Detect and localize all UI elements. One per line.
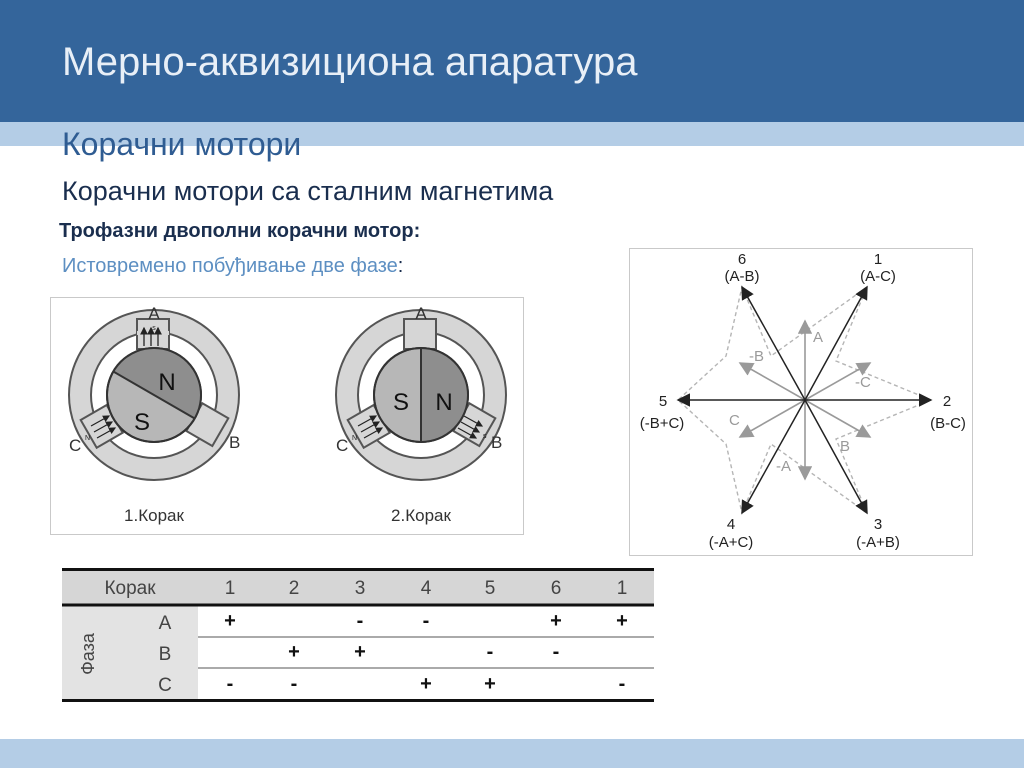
resultant-num-6: 6 [737,251,747,268]
pole-label-b: B [491,433,503,452]
step-label: 1.Корак [124,506,184,525]
resultant-vector-4 [742,400,805,513]
footer-band [0,739,1024,768]
motor-type-heading: Трофазни двополни корачни мотор: [59,220,421,242]
table-cell: - [552,641,560,663]
resultant-num-3: 3 [873,516,883,533]
resultant-expr-2: (B-C) [930,415,966,432]
coil-mark: s [152,325,156,332]
step-label: 2.Корак [391,506,451,525]
motor-step-2 [336,304,506,525]
excitation-note-colon: : [397,255,404,277]
phase-label-a: A [813,329,824,346]
table-row-phase-a: A [158,613,172,634]
resultant-expr-4: (-A+C) [708,534,754,551]
excitation-note [62,253,403,279]
vector-diagram [630,249,972,555]
pole-label-a: A [415,304,427,323]
phase-label-b: B [840,438,851,455]
phase-sequence-table [62,568,654,702]
resultant-expr-6: (A-B) [724,268,760,285]
pole-a [404,319,436,349]
rotor-label-s: S [133,409,151,436]
table-cell: + [420,673,432,695]
table-cell: + [288,641,300,663]
table-step-header: 3 [354,578,366,599]
resultant-num-1: 1 [873,251,883,268]
phase-label-neg-a: -A [776,458,791,475]
section-heading: Корачни мотори са сталним магнетима [62,176,554,206]
table-step-header: 5 [484,578,496,599]
table-cell: + [224,610,236,632]
resultant-vector-6 [742,287,805,400]
table-cell: - [226,673,234,695]
vector-diagram-panel [629,248,973,556]
coil-mark: N [85,435,91,442]
table-cell: - [356,610,364,632]
table-cell: + [354,641,366,663]
pole-label-a: A [148,304,160,323]
table-row-phase-b: B [158,644,172,665]
table-cell: + [616,610,628,632]
resultant-expr-3: (-A+B) [856,534,900,551]
resultant-num-4: 4 [726,516,736,533]
table-group-label: Фаза [78,633,98,675]
table-cell: - [422,610,430,632]
rotor-label-n: N [158,369,176,396]
motor-diagram-panel [50,297,524,535]
phase-label-neg-c: -C [855,374,871,391]
resultant-num-5: 5 [658,393,668,410]
pole-label-c: C [69,436,82,455]
rotor-label-n: N [435,389,453,416]
resultant-expr-5: (-B+C) [639,415,685,432]
slide-subtitle: Корачни мотори [62,126,302,162]
pole-label-b: B [229,433,241,452]
motor-step-1 [69,304,240,525]
table-step-header: 4 [420,578,432,599]
motor-diagrams [51,298,523,534]
rotor-label-s: S [392,389,410,416]
table-row-phase-c: C [158,675,172,696]
phase-label-c: C [729,412,740,429]
table-step-header: 2 [288,578,300,599]
phase-table-graphic [62,568,654,702]
table-step-header: 1 [616,578,628,599]
table-cell: + [484,673,496,695]
slide-title: Мерно-аквизициона апаратура [62,40,638,84]
resultant-num-2: 2 [942,393,952,410]
excitation-note-text: Истовремено побуђивање две фазе [62,255,398,277]
table-cell: - [618,673,626,695]
coil-mark: s [483,433,487,440]
table-step-header: 1 [224,578,236,599]
coil-mark: N [352,435,358,442]
resultant-expr-1: (A-C) [860,268,896,285]
table-cell: - [290,673,298,695]
phase-label-neg-b: -B [749,348,764,365]
table-cell: - [486,641,494,663]
table-step-header: 6 [550,578,562,599]
pole-label-c: C [336,436,349,455]
table-cell: + [550,610,562,632]
table-header-label: Корак [104,578,156,599]
